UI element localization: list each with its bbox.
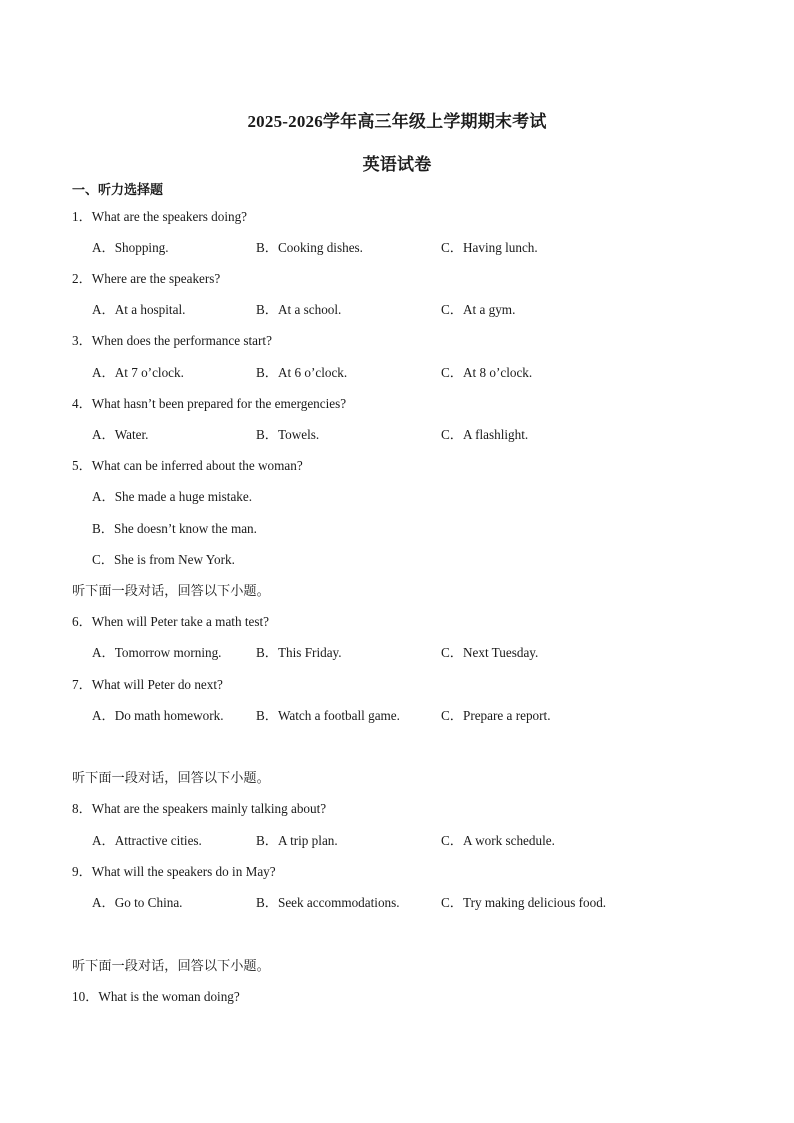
question-1 bbox=[72, 208, 247, 226]
option-1a: A．Shopping. bbox=[92, 240, 169, 255]
question-5 bbox=[72, 457, 303, 475]
section-heading: 一、听力选择题 bbox=[72, 182, 164, 197]
option-6a: A．Tomorrow morning. bbox=[92, 645, 222, 660]
option-4b: B．Towels. bbox=[256, 427, 320, 442]
question-number: 4． bbox=[72, 396, 92, 411]
question-text: What can be inferred about the woman? bbox=[91, 458, 303, 473]
option-4a: A．Water. bbox=[92, 427, 149, 442]
option-1b: B．Cooking dishes. bbox=[256, 240, 363, 255]
dialogue-instruction: 听下面一段对话，回答以下小题。 bbox=[72, 770, 270, 785]
option-9c: C．Try making delicious food. bbox=[441, 895, 607, 910]
question-7 bbox=[72, 676, 223, 694]
option-4c: C．A flashlight. bbox=[441, 427, 529, 442]
option-3c: C．At 8 o’clock. bbox=[441, 365, 533, 380]
question-number: 9． bbox=[72, 864, 92, 879]
option-8a: A．Attractive cities. bbox=[92, 833, 202, 848]
question-text: What hasn’t been prepared for the emergencies? bbox=[91, 396, 347, 411]
question-text: Where are the speakers? bbox=[91, 271, 221, 286]
option-7c: C．Prepare a report. bbox=[441, 708, 551, 723]
option-2c: C．At a gym. bbox=[441, 302, 516, 317]
question-text: What will Peter do next? bbox=[91, 677, 223, 692]
option-5b: B．She doesn’t know the man. bbox=[92, 521, 257, 536]
question-text: What are the speakers doing? bbox=[91, 209, 248, 224]
question-number: 5． bbox=[72, 458, 92, 473]
option-9b: B．Seek accommodations. bbox=[256, 895, 400, 910]
option-2a: A．At a hospital. bbox=[92, 302, 186, 317]
option-6c: C．Next Tuesday. bbox=[441, 645, 539, 660]
option-3a: A．At 7 o’clock. bbox=[92, 365, 184, 380]
question-text: When will Peter take a math test? bbox=[91, 614, 270, 629]
question-6 bbox=[72, 613, 269, 631]
dialogue-instruction: 听下面一段对话，回答以下小题。 bbox=[72, 583, 270, 598]
question-10 bbox=[72, 988, 240, 1006]
option-9a: A．Go to China. bbox=[92, 895, 183, 910]
question-number: 8． bbox=[72, 801, 92, 816]
exam-title: 2025-2026学年高三年级上学期期末考试 bbox=[247, 112, 547, 131]
question-text: What are the speakers mainly talking about? bbox=[91, 801, 327, 816]
question-3 bbox=[72, 332, 272, 350]
option-5a: A．She made a huge mistake. bbox=[92, 489, 253, 504]
question-2 bbox=[72, 270, 220, 288]
question-text: What will the speakers do in May? bbox=[91, 864, 276, 879]
option-7b: B．Watch a football game. bbox=[256, 708, 400, 723]
question-text: When does the performance start? bbox=[91, 333, 272, 348]
question-9 bbox=[72, 863, 276, 881]
option-3b: B．At 6 o’clock. bbox=[256, 365, 348, 380]
option-8b: B．A trip plan. bbox=[256, 833, 338, 848]
option-2b: B．At a school. bbox=[256, 302, 342, 317]
question-number: 3． bbox=[72, 333, 92, 348]
option-7a: A．Do math homework. bbox=[92, 708, 224, 723]
exam-subtitle: 英语试卷 bbox=[362, 155, 432, 174]
question-number: 10． bbox=[72, 989, 99, 1004]
question-number: 6． bbox=[72, 614, 92, 629]
option-1c: C．Having lunch. bbox=[441, 240, 538, 255]
option-8c: C．A work schedule. bbox=[441, 833, 555, 848]
question-number: 1． bbox=[72, 209, 92, 224]
question-number: 2． bbox=[72, 271, 92, 286]
dialogue-instruction: 听下面一段对话，回答以下小题。 bbox=[72, 958, 270, 973]
question-8 bbox=[72, 800, 326, 818]
option-6b: B．This Friday. bbox=[256, 645, 342, 660]
option-5c: C．She is from New York. bbox=[92, 552, 235, 567]
question-number: 7． bbox=[72, 677, 92, 692]
question-text: What is the woman doing? bbox=[98, 989, 240, 1004]
question-4 bbox=[72, 395, 346, 413]
